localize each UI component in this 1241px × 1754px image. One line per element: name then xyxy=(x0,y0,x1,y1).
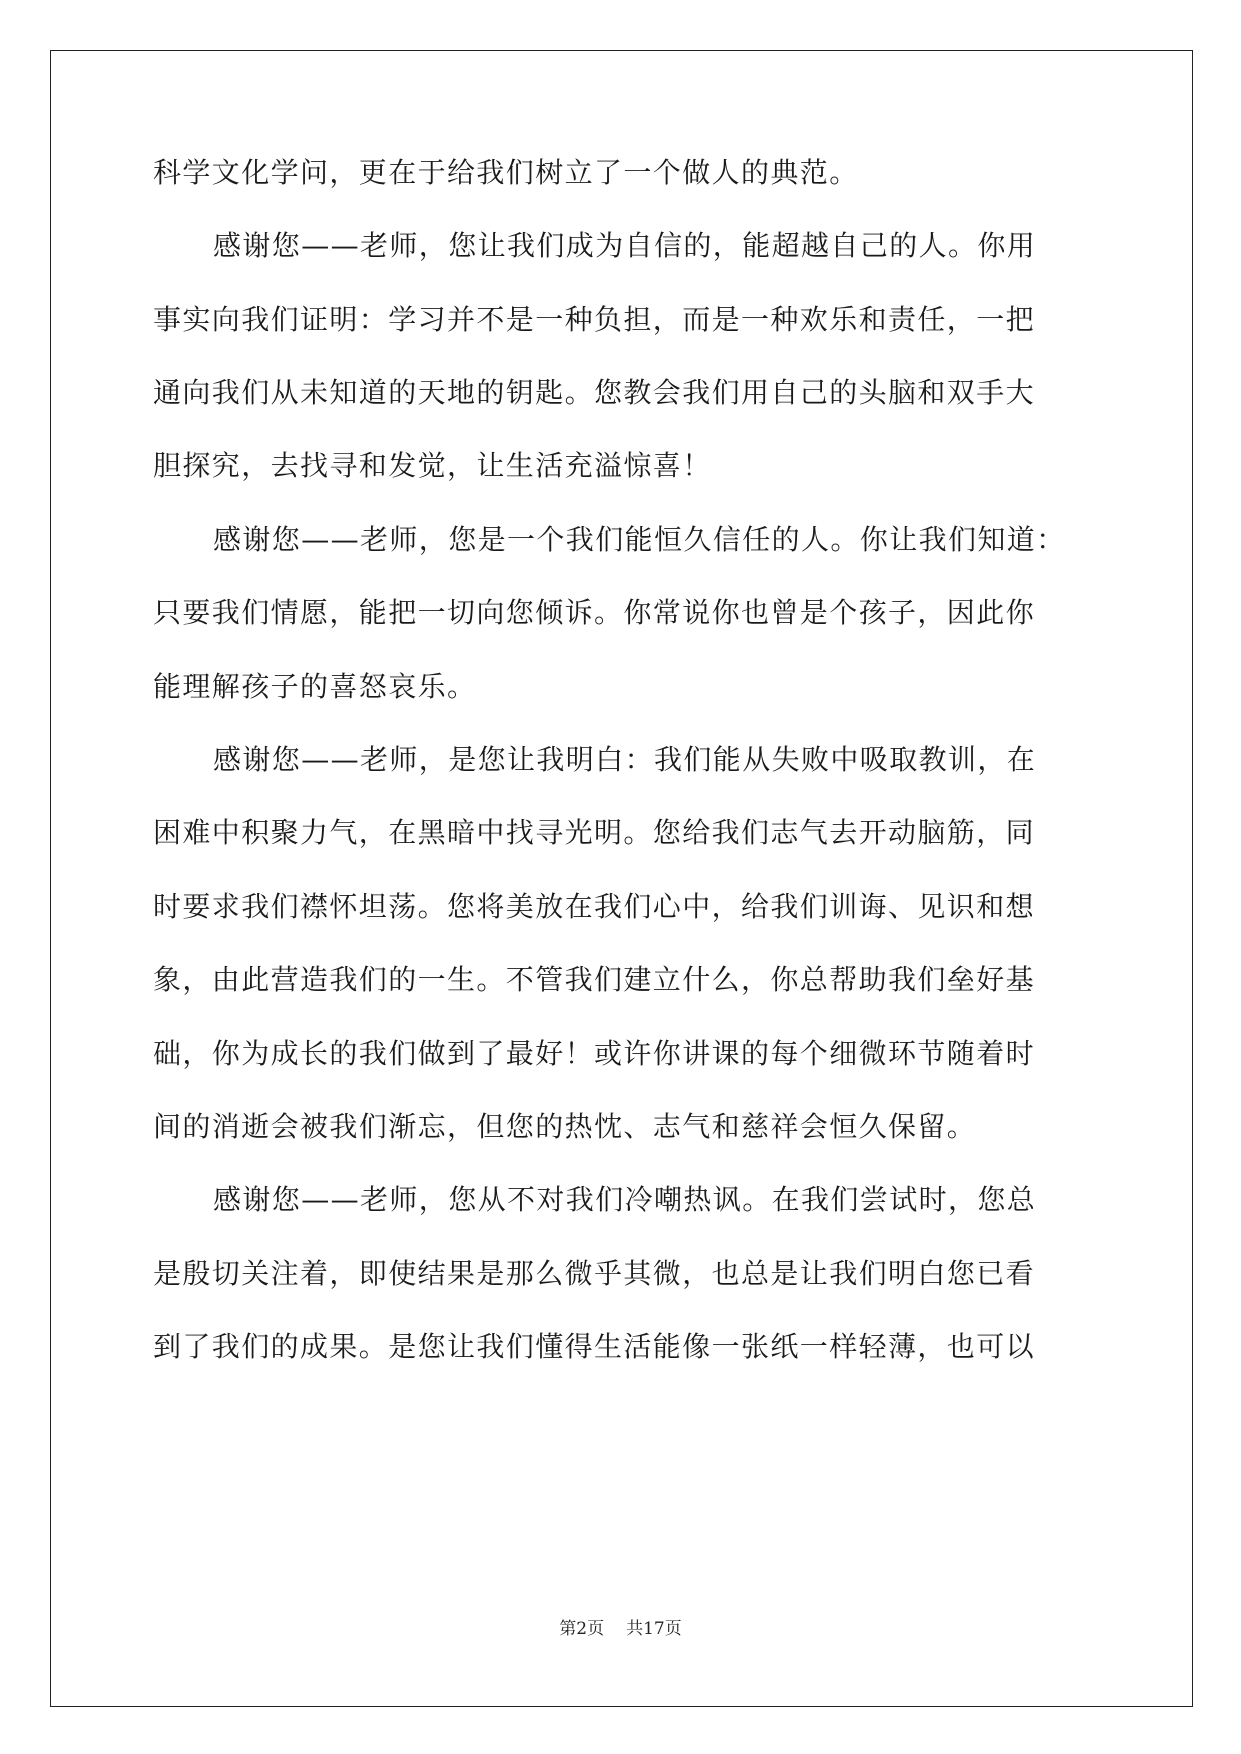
text-line: 通向我们从未知道的天地的钥匙。您教会我们用自己的头脑和双手大 xyxy=(153,376,1036,409)
paragraph-first-line: 感谢您——老师，您让我们成为自信的，能超越自己的人。你用 xyxy=(213,229,1037,262)
page-border xyxy=(50,50,1193,1707)
text-line: 只要我们情愿，能把一切向您倾诉。你常说你也曾是个孩子，因此你 xyxy=(153,596,1036,629)
page-total: 共17页 xyxy=(626,1619,682,1639)
paragraph-first-line: 感谢您——老师，是您让我明白：我们能从失败中吸取教训，在 xyxy=(213,743,1037,776)
text-line: 胆探究，去找寻和发觉，让生活充溢惊喜！ xyxy=(153,449,712,482)
text-line: 础，你为成长的我们做到了最好！或许你讲课的每个细微环节随着时 xyxy=(153,1037,1036,1070)
text-line: 到了我们的成果。是您让我们懂得生活能像一张纸一样轻薄，也可以 xyxy=(153,1330,1036,1363)
paragraph-first-line: 感谢您——老师，您从不对我们冷嘲热讽。在我们尝试时，您总 xyxy=(213,1183,1037,1216)
paragraph-first-line: 感谢您——老师，您是一个我们能恒久信任的人。你让我们知道： xyxy=(213,523,1066,556)
text-line: 科学文化学问，更在于给我们树立了一个做人的典范。 xyxy=(153,156,859,189)
text-line: 事实向我们证明：学习并不是一种负担，而是一种欢乐和责任，一把 xyxy=(153,303,1036,336)
text-line: 能理解孩子的喜怒哀乐。 xyxy=(153,670,477,703)
page-footer xyxy=(0,1618,1241,1640)
text-line: 间的消逝会被我们渐忘，但您的热忱、志气和慈祥会恒久保留。 xyxy=(153,1110,977,1143)
text-line: 时要求我们襟怀坦荡。您将美放在我们心中，给我们训诲、见识和想 xyxy=(153,890,1036,923)
text-line: 象，由此营造我们的一生。不管我们建立什么，你总帮助我们垒好基 xyxy=(153,963,1036,996)
page-number: 第2页 xyxy=(559,1619,605,1639)
text-line: 困难中积聚力气，在黑暗中找寻光明。您给我们志气去开动脑筋，同 xyxy=(153,816,1036,849)
text-line: 是殷切关注着，即使结果是那么微乎其微，也总是让我们明白您已看 xyxy=(153,1257,1036,1290)
